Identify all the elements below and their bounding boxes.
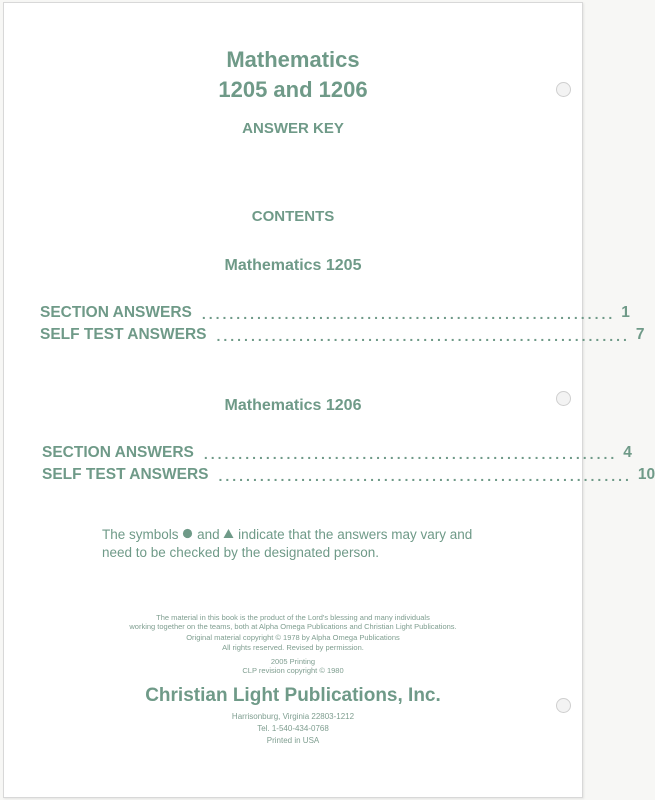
toc-leader-dots: ............................................................	[216, 328, 630, 344]
toc-leader-dots: ............................................................	[201, 306, 616, 322]
publisher-city: Harrisonburg, Virginia 22803-1212	[231, 712, 355, 721]
toc-row-1205-section-answers	[40, 302, 630, 322]
credits-line-2: working together on the teams, both at Alpha Omega Publications and Christian Light Publications.	[129, 622, 457, 631]
credits-line-6: CLP revision copyright © 1980	[242, 666, 344, 675]
publisher-phone: Tel. 1-540-434-0768	[257, 724, 329, 733]
document-page	[3, 2, 655, 798]
credits-line-4: All rights reserved. Revised by permission.	[222, 643, 364, 652]
note-text: and	[197, 527, 220, 542]
section-1206-heading: Mathematics 1206	[224, 397, 362, 414]
contents-heading: CONTENTS	[251, 208, 335, 225]
publisher-name: Christian Light Publications, Inc.	[145, 685, 441, 706]
binder-hole-bottom	[556, 698, 571, 713]
toc-row-1205-self-test-answers	[40, 324, 645, 344]
toc-label: SELF TEST ANSWERS	[42, 466, 209, 483]
toc-leader-dots: ............................................................	[218, 468, 632, 484]
printed-in-usa: Printed in USA	[266, 736, 320, 745]
symbols-note-line-1	[102, 526, 502, 544]
toc-leader-dots: ............................................................	[203, 446, 618, 462]
symbols-note	[102, 526, 502, 562]
section-1205-heading: Mathematics 1205	[224, 257, 362, 274]
toc-row-1206-self-test-answers	[42, 464, 655, 484]
answer-key-subtitle: ANSWER KEY	[242, 120, 344, 137]
triangle-icon	[223, 526, 234, 544]
note-text: The symbols	[102, 527, 179, 542]
credits-line-3: Original material copyright © 1978 by Alpha Omega Publications	[186, 633, 400, 642]
toc-page-number: 1	[621, 304, 630, 321]
binder-hole-middle	[556, 391, 571, 406]
toc-label: SECTION ANSWERS	[42, 444, 194, 461]
toc-page-number: 10	[637, 466, 655, 483]
toc-page-number: 7	[635, 326, 645, 343]
credits-line-1: The material in this book is the product of the Lord's blessing and many individuals	[156, 613, 430, 622]
title-line-1: Mathematics	[226, 47, 360, 72]
toc-label: SELF TEST ANSWERS	[40, 326, 207, 343]
title-line-2: 1205 and 1206	[218, 77, 368, 102]
credits-line-5: 2005 Printing	[270, 657, 316, 666]
binder-hole-top	[556, 82, 571, 97]
toc-row-1206-section-answers	[42, 442, 632, 462]
note-text: indicate that the answers may vary and	[238, 527, 473, 542]
symbols-note-line-2: need to be checked by the designated person.	[102, 545, 379, 561]
toc-label: SECTION ANSWERS	[40, 304, 192, 321]
circle-icon	[182, 526, 193, 544]
toc-page-number: 4	[623, 444, 632, 461]
